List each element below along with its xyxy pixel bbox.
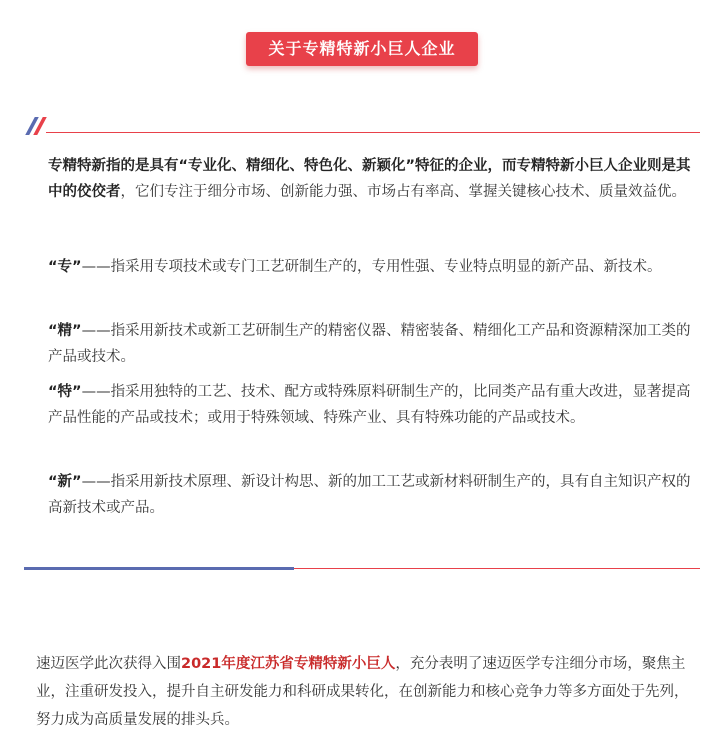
intro-bold-text: 专精特新指的是具有“专业化、精细化、特色化、新颖化”特征的企业，而专精特新小巨人企业则是其中的佼佼者	[48, 158, 691, 200]
conclusion-paragraph	[36, 650, 694, 734]
bottom-divider-blue	[24, 567, 294, 570]
intro-rest-text: ，它们专注于细分市场、创新能力强、市场占有率高、掌握关键核心技术、质量效益优。	[120, 184, 686, 200]
item-key: “专”	[48, 259, 82, 275]
item-key: “新”	[48, 474, 82, 490]
item-key: “精”	[48, 323, 82, 339]
top-divider	[46, 132, 700, 133]
item-te	[48, 379, 692, 431]
conclusion-highlight: 2021年度江苏省专精特新小巨人	[181, 656, 396, 672]
item-text: ——指采用专项技术或专门工艺研制生产的，专用性强、专业特点明显的新产品、新技术。	[81, 259, 662, 275]
item-text: ——指采用新技术原理、新设计构思、新的加工工艺或新材料研制生产的，具有自主知识产权的高新技术或产品。	[48, 474, 691, 516]
intro-paragraph	[48, 153, 692, 205]
bottom-divider-red	[294, 568, 700, 569]
conclusion-after: ，充分表明了速迈医学专注细分市场，聚焦主业，注重研发投入，提升自主研发能力和科研成果转化，在创新能力和核心竞争力等多方面处于先列，努力成为高质量发展的排头兵。	[36, 656, 689, 728]
item-xin	[48, 469, 692, 521]
section-title-banner: 关于专精特新小巨人企业	[246, 32, 478, 66]
item-text: ——指采用独特的工艺、技术、配方或特殊原料研制生产的，比同类产品有重大改进，显著提高产品性能的产品或技术；或用于特殊领域、特殊产业、具有特殊功能的产品或技术。	[48, 384, 691, 426]
conclusion-before: 速迈医学此次获得入围	[36, 656, 181, 672]
item-jing	[48, 318, 692, 370]
item-zhuan	[48, 254, 692, 280]
item-text: ——指采用新技术或新工艺研制生产的精密仪器、精密装备、精细化工产品和资源精深加工类的产品或技术。	[48, 323, 691, 365]
item-key: “特”	[48, 384, 82, 400]
